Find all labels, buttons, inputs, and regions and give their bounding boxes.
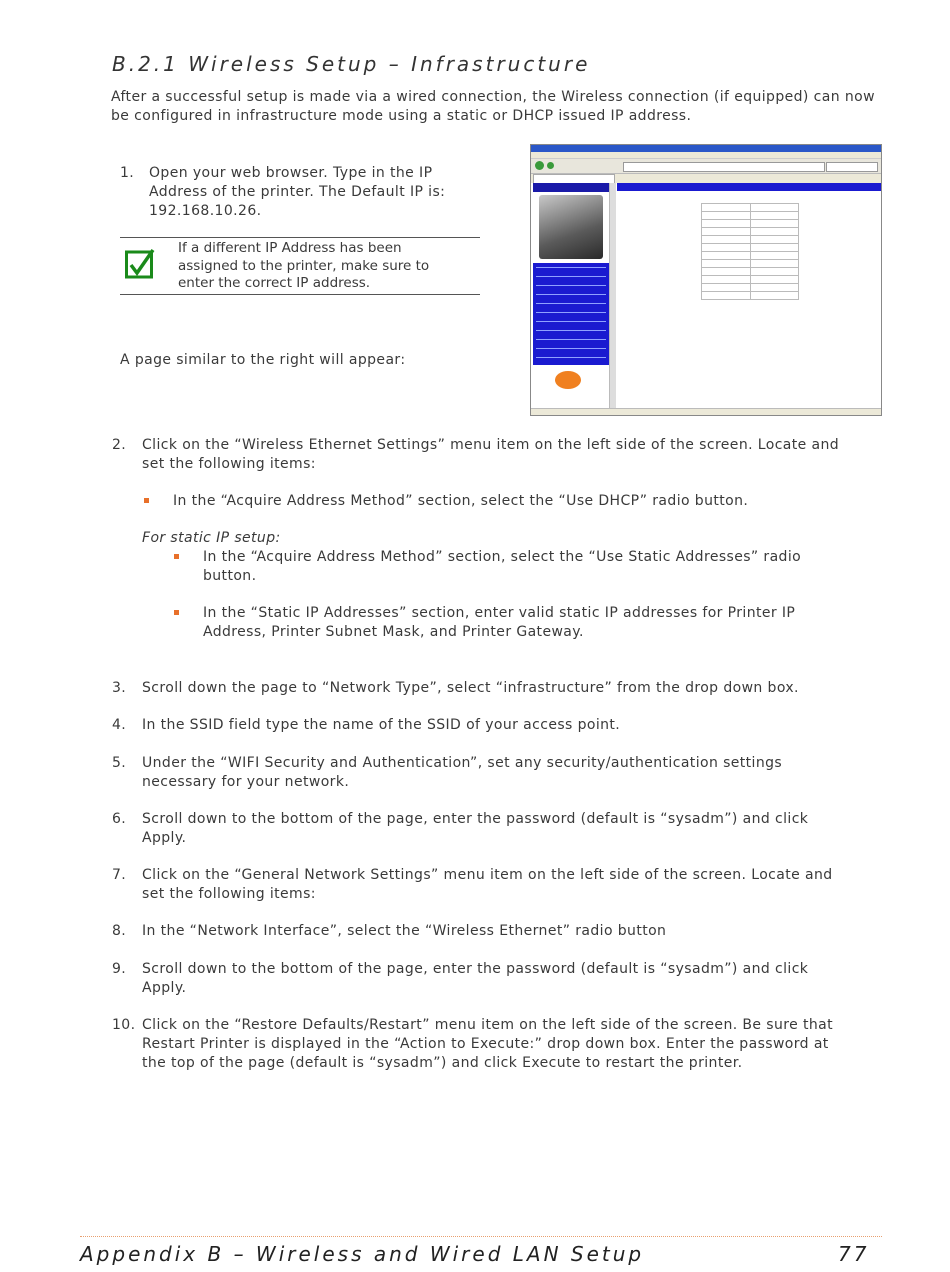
page-scrollbar bbox=[609, 183, 616, 408]
footer-title: Appendix B – Wireless and Wired LAN Setup bbox=[80, 1242, 645, 1266]
bullet-text bbox=[203, 604, 883, 642]
step-9 bbox=[112, 960, 882, 998]
bullet-line: In the “Acquire Address Method” section, select the “Use Static Addresses” radio bbox=[203, 549, 802, 565]
step-number: 6. bbox=[112, 811, 127, 827]
bullet-line: button. bbox=[203, 568, 257, 584]
section-title: B.2.1 Wireless Setup – Infrastructure bbox=[112, 52, 591, 76]
step-number: 3. bbox=[112, 680, 127, 696]
step-7 bbox=[112, 866, 882, 904]
step-line: Restart Printer is displayed in the “Action to Execute:” drop down box. Enter the password at bbox=[142, 1036, 829, 1052]
bullet-icon bbox=[174, 554, 179, 559]
step-number: 8. bbox=[112, 923, 127, 939]
step-number: 7. bbox=[112, 867, 127, 883]
browser-url-bar bbox=[623, 162, 825, 172]
step-8 bbox=[112, 922, 882, 960]
forward-icon bbox=[547, 162, 554, 169]
printer-image bbox=[539, 195, 603, 259]
footer-rule bbox=[80, 1236, 882, 1237]
browser-title-bar bbox=[531, 145, 881, 152]
step-line: Address of the printer. The Default IP is: bbox=[149, 184, 446, 200]
browser-search-box bbox=[826, 162, 878, 172]
unit-info-header bbox=[617, 183, 881, 191]
intro-paragraph: After a successful setup is made via a wired connection, the Wireless connection (if equipped) can now be configured in infrastructure mode using a static or DHCP issued IP address. bbox=[111, 89, 875, 124]
step-line: Apply. bbox=[142, 830, 187, 846]
page-number: 77 bbox=[838, 1242, 870, 1266]
step-2 bbox=[112, 436, 882, 646]
step-line: the top of the page (default is “sysadm”) and click Execute to restart the printer. bbox=[142, 1055, 743, 1071]
browser-menu-bar bbox=[531, 152, 881, 159]
note-line: If a different IP Address has been bbox=[178, 240, 402, 256]
browser-page bbox=[531, 183, 881, 408]
step-6 bbox=[112, 810, 882, 848]
step-number: 2. bbox=[112, 437, 127, 453]
bullet-line: In the “Static IP Addresses” section, enter valid static IP addresses for Printer IP bbox=[203, 605, 796, 621]
step-number: 10. bbox=[112, 1017, 136, 1033]
step-line: Scroll down the page to “Network Type”, select “infrastructure” from the drop down box. bbox=[142, 680, 799, 696]
browser-status-bar bbox=[531, 408, 881, 416]
step-line: Scroll down to the bottom of the page, enter the password (default is “sysadm”) and click bbox=[142, 961, 809, 977]
brand-bar bbox=[533, 183, 609, 192]
note-line: enter the correct IP address. bbox=[178, 275, 371, 291]
step-line: set the following items: bbox=[142, 456, 316, 472]
step-line: Apply. bbox=[142, 980, 187, 996]
step-number: 9. bbox=[112, 961, 127, 977]
step-10 bbox=[112, 1016, 882, 1076]
note-box bbox=[120, 237, 480, 295]
step-line: Click on the “Restore Defaults/Restart” menu item on the left side of the screen. Be sure that bbox=[142, 1017, 833, 1033]
step-line: necessary for your network. bbox=[142, 774, 350, 790]
note-line: assigned to the printer, make sure to bbox=[178, 257, 430, 274]
back-icon bbox=[535, 161, 544, 170]
appear-text: A page similar to the right will appear: bbox=[120, 352, 406, 368]
bullet-line: Address, Printer Subnet Mask, and Printer Gateway. bbox=[203, 624, 584, 640]
step-line: Scroll down to the bottom of the page, enter the password (default is “sysadm”) and click bbox=[142, 811, 809, 827]
step-1 bbox=[120, 164, 480, 224]
step-line: In the SSID field type the name of the SSID of your access point. bbox=[142, 717, 621, 733]
step-4 bbox=[112, 716, 882, 754]
nav-menu bbox=[533, 263, 609, 365]
logo-icon bbox=[555, 371, 581, 389]
step-5 bbox=[112, 754, 882, 792]
step-line: In the “Network Interface”, select the “Wireless Ethernet” radio button bbox=[142, 923, 667, 939]
step-3 bbox=[112, 679, 882, 717]
step-number: 1. bbox=[120, 165, 135, 181]
step-line: set the following items: bbox=[142, 886, 316, 902]
page-left-panel bbox=[533, 183, 609, 408]
step-line: Click on the “Wireless Ethernet Settings” menu item on the left side of the screen. Locate and bbox=[142, 437, 840, 453]
bullet-text bbox=[203, 548, 883, 586]
bullet-icon bbox=[174, 610, 179, 615]
step-line: Click on the “General Network Settings” menu item on the left side of the screen. Locate and bbox=[142, 867, 833, 883]
step-number: 5. bbox=[112, 755, 127, 771]
step-line: Under the “WIFI Security and Authentication”, set any security/authentication settings bbox=[142, 755, 783, 771]
static-ip-heading: For static IP setup: bbox=[142, 530, 281, 546]
note-text bbox=[178, 240, 478, 293]
printer-web-page-screenshot bbox=[530, 144, 882, 416]
checkmark-icon bbox=[125, 248, 155, 280]
bullet-icon bbox=[144, 498, 149, 503]
bullet-text: In the “Acquire Address Method” section, select the “Use DHCP” radio button. bbox=[173, 493, 749, 509]
step-line: 192.168.10.26. bbox=[149, 203, 262, 219]
unit-info-table bbox=[701, 203, 799, 300]
step-line: Open your web browser. Type in the IP bbox=[149, 165, 433, 181]
step-number: 4. bbox=[112, 717, 127, 733]
